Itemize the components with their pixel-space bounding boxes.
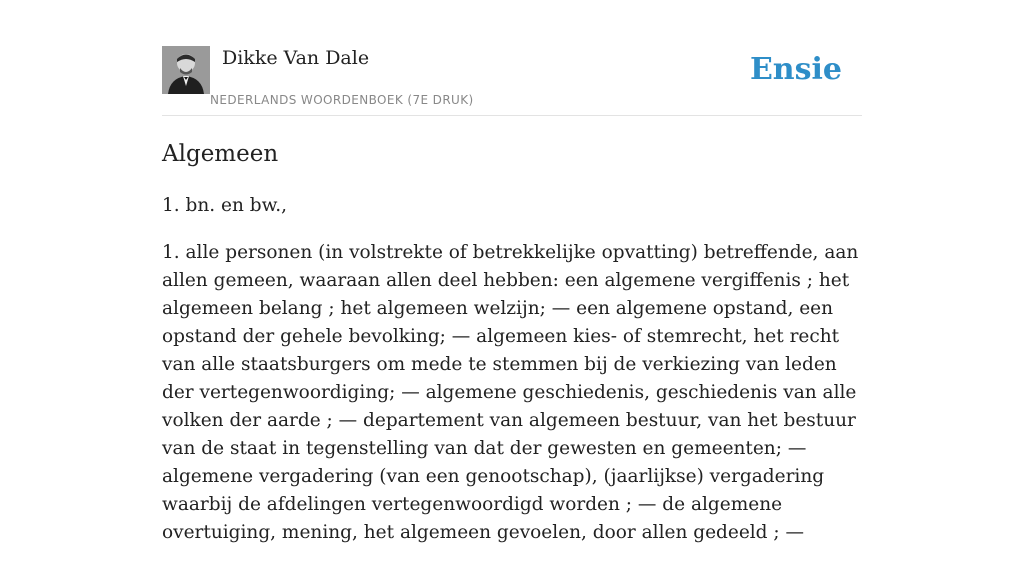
entry-paragraph-1: 1. bn. en bw., bbox=[162, 195, 288, 216]
author-name[interactable]: Dikke Van Dale bbox=[222, 47, 370, 69]
author-avatar[interactable] bbox=[162, 46, 210, 94]
header bbox=[162, 46, 862, 116]
entry-title: Algemeen bbox=[162, 141, 279, 167]
entry-paragraph-2: 1. alle personen (in volstrekte of betrekkelijke opvatting) betreffende, aan allen gemeen, waaraan allen deel hebben: een algemene vergiffenis ; het algemeen belang ; het algemeen welzijn; — een algemene opstand, een opstand der gehele bevolking; — algemeen kies- of stemrecht, het recht van alle staatsburgers om mede te stemmen bij de verkiezing van leden der vertegenwoordiging; — algemene geschiedenis, geschiedenis van alle volken der aarde ; — departement van algemeen bestuur, van het bestuur van de staat in tegenstelling van dat der gewesten en gemeenten; — algemene vergadering (van een genootschap), (jaarlijkse) vergadering waarbij de afdelingen vertegenwoordigd worden ; — de algemene overtuiging, mening, het algemeen gevoelen, door allen gedeeld ; — bbox=[162, 242, 859, 543]
portrait-icon bbox=[162, 46, 210, 94]
entry-content bbox=[162, 192, 862, 566]
source-label[interactable]: NEDERLANDS WOORDENBOEK (7E DRUK) bbox=[210, 93, 474, 107]
brand-logo[interactable]: Ensie bbox=[749, 52, 842, 87]
